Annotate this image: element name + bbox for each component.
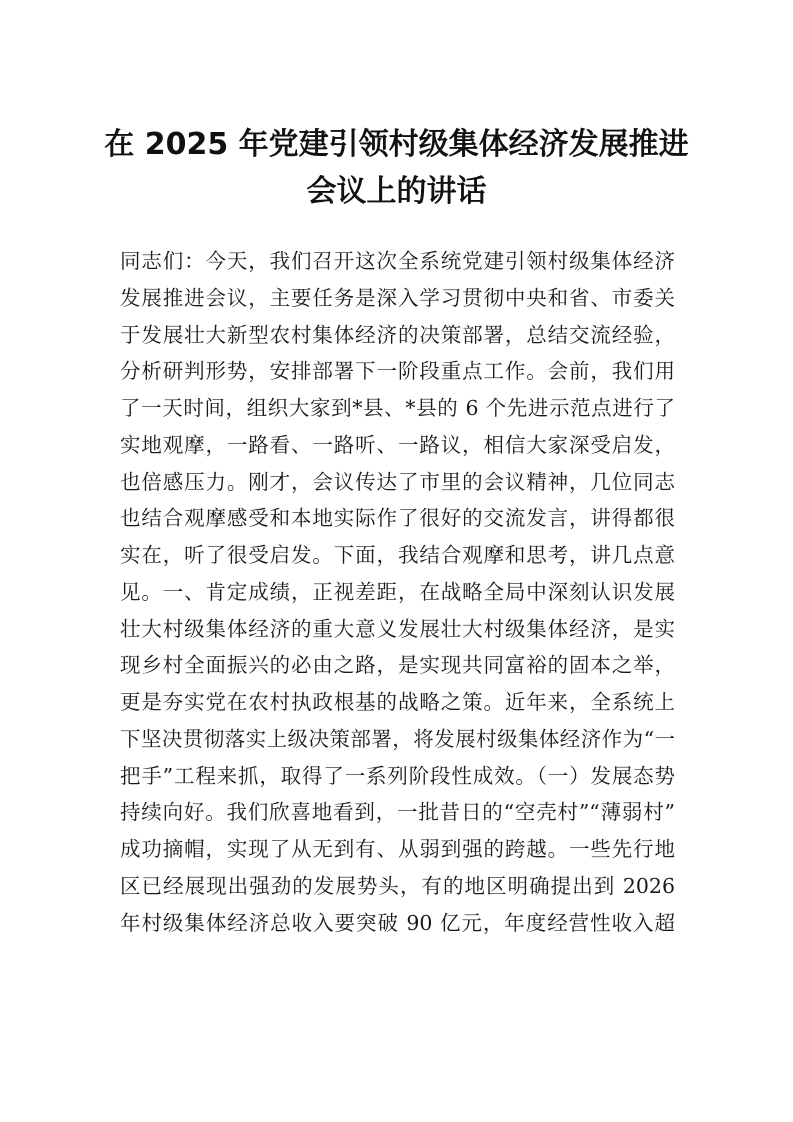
body-text-line: 实地观摩，一路看、一路听、一路议，相信大家深受启发， [120,432,675,457]
body-text-line: 下坚决贯彻落实上级决策部署，将发展村级集体经济作为“一 [120,726,675,751]
body-text-line: 也结合观摩感受和本地实际作了很好的交流发言，讲得都很 [120,506,675,531]
body-text-line: 把手”工程来抓，取得了一系列阶段性成效。（一）发展态势 [120,763,675,788]
document-title-line-1: 在 2025 年党建引领村级集体经济发展推进 [104,127,689,162]
body-text-line: 也倍感压力。刚才，会议传达了市里的会议精神，几位同志 [120,469,675,494]
body-text-line: 了一天时间，组织大家到*县、*县的 6 个先进示范点进行了 [120,396,675,420]
body-text-line: 持续向好。我们欣喜地看到，一批昔日的“空壳村”“薄弱村” [120,800,675,825]
body-text-line: 年村级集体经济总收入要突破 90 亿元，年度经营性收入超 [120,910,675,935]
body-text-line: 区已经展现出强劲的发展势头，有的地区明确提出到 2026 [120,873,675,898]
document-body [120,243,675,941]
body-text-line: 分析研判形势，安排部署下一阶段重点工作。会前，我们用 [120,359,675,384]
body-text-line: 成功摘帽，实现了从无到有、从弱到强的跨越。一些先行地 [120,837,675,861]
body-text-line: 同志们：今天，我们召开这次全系统党建引领村级集体经济 [120,249,675,273]
body-text-line: 实在，听了很受启发。下面，我结合观摩和思考，讲几点意 [120,543,675,567]
document-title-line-2: 会议上的讲话 [306,174,487,209]
body-text-line: 现乡村全面振兴的必由之路，是实现共同富裕的固本之举， [120,653,675,678]
body-text-line: 发展推进会议，主要任务是深入学习贯彻中央和省、市委关 [120,285,675,310]
body-text-line: 见。一、肯定成绩，正视差距，在战略全局中深刻认识发展 [120,579,675,604]
body-text-line: 于发展壮大新型农村集体经济的决策部署，总结交流经验， [120,322,675,347]
body-text-line: 更是夯实党在农村执政根基的战略之策。近年来，全系统上 [120,690,675,714]
body-text-line: 壮大村级集体经济的重大意义发展壮大村级集体经济，是实 [120,616,675,641]
